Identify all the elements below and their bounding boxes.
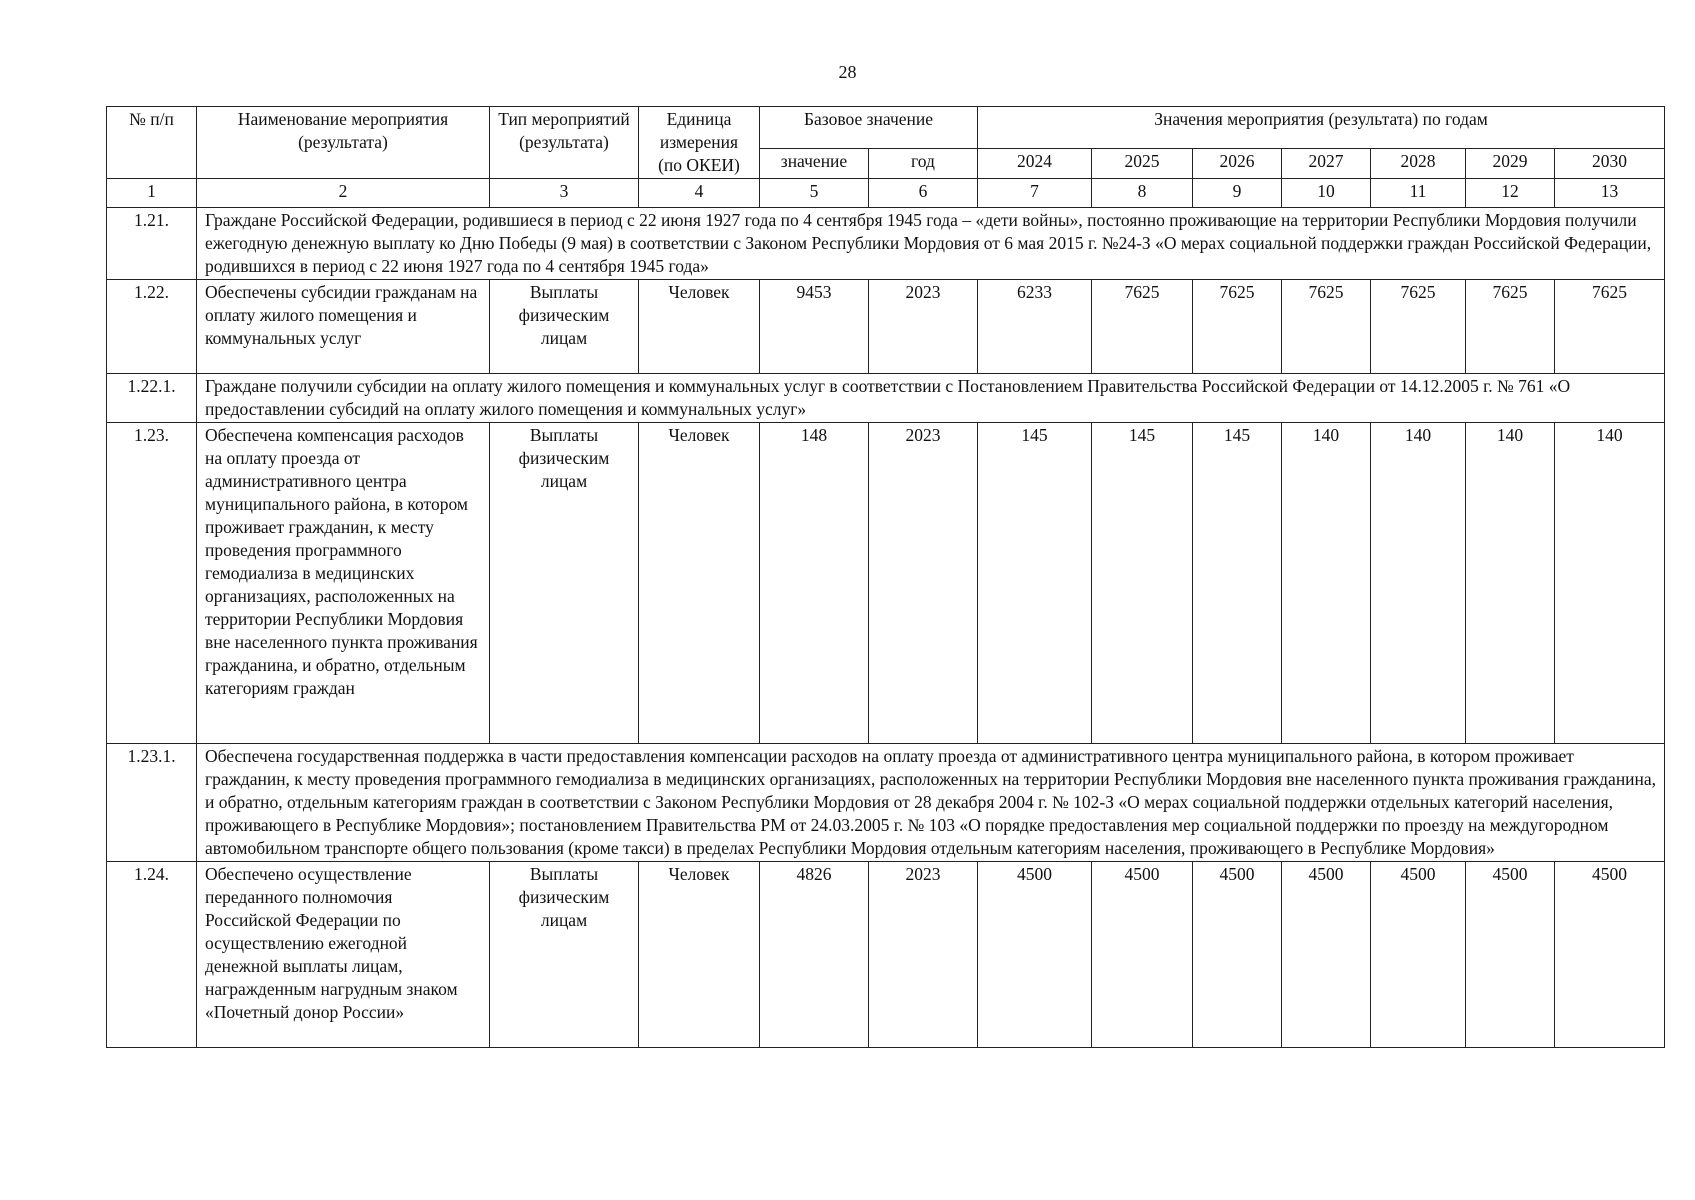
row-number: 1.22.1. bbox=[107, 374, 197, 423]
header-base: Базовое значение bbox=[760, 107, 978, 149]
header-year: 2030 bbox=[1555, 149, 1665, 179]
year-value: 145 bbox=[978, 423, 1092, 744]
header-years-group: Значения мероприятия (результата) по годам bbox=[978, 107, 1665, 149]
table-row bbox=[107, 862, 1665, 1048]
table-row bbox=[107, 744, 1665, 862]
column-index: 2 bbox=[197, 179, 490, 208]
year-value: 145 bbox=[1092, 423, 1193, 744]
year-value: 4500 bbox=[1282, 862, 1371, 1048]
year-value: 7625 bbox=[1466, 280, 1555, 374]
measure-name: Обеспечены субсидии гражданам на оплату жилого помещения и коммунальных услуг bbox=[197, 280, 490, 374]
measures-table bbox=[106, 106, 1665, 1048]
table-row bbox=[107, 208, 1665, 280]
base-value: 148 bbox=[760, 423, 869, 744]
header-name: Наименование мероприятия (результата) bbox=[197, 107, 490, 179]
row-number: 1.21. bbox=[107, 208, 197, 280]
column-index: 11 bbox=[1371, 179, 1466, 208]
measure-type: Выплаты физическим лицам bbox=[490, 280, 639, 374]
year-value: 140 bbox=[1466, 423, 1555, 744]
header-num: № п/п bbox=[107, 107, 197, 179]
year-value: 4500 bbox=[1193, 862, 1282, 1048]
column-index: 3 bbox=[490, 179, 639, 208]
table-row bbox=[107, 280, 1665, 374]
header-base-year: год bbox=[869, 149, 978, 179]
table-row bbox=[107, 374, 1665, 423]
column-index: 1 bbox=[107, 179, 197, 208]
row-number: 1.23. bbox=[107, 423, 197, 744]
header-year: 2026 bbox=[1193, 149, 1282, 179]
column-index: 12 bbox=[1466, 179, 1555, 208]
header-year: 2029 bbox=[1466, 149, 1555, 179]
table-row bbox=[107, 423, 1665, 744]
header-base-value: значение bbox=[760, 149, 869, 179]
column-index: 9 bbox=[1193, 179, 1282, 208]
year-value: 4500 bbox=[1371, 862, 1466, 1048]
measure-type: Выплаты физическим лицам bbox=[490, 862, 639, 1048]
column-index: 4 bbox=[639, 179, 760, 208]
measure-unit: Человек bbox=[639, 423, 760, 744]
year-value: 6233 bbox=[978, 280, 1092, 374]
measure-name: Обеспечена компенсация расходов на оплату проезда от административного центра муниципального района, в котором проживает гражданин, к месту проведения программного гемодиализа в медицинских организациях, расположенных на территории Республики Мордовия вне населенного пункта проживания гражданина, и обратно, отдельным категориям граждан bbox=[197, 423, 490, 744]
measure-type: Выплаты физическим лицам bbox=[490, 423, 639, 744]
column-index: 13 bbox=[1555, 179, 1665, 208]
year-value: 4500 bbox=[1466, 862, 1555, 1048]
column-index: 10 bbox=[1282, 179, 1371, 208]
base-year: 2023 bbox=[869, 423, 978, 744]
header-year: 2027 bbox=[1282, 149, 1371, 179]
column-index: 7 bbox=[978, 179, 1092, 208]
row-description: Граждане Российской Федерации, родившиеся в период с 22 июня 1927 года по 4 сентября 1945 года – «дети войны», постоянно проживающие на территории Республики Мордовия получили ежегодную денежную выплату ко Дню Победы (9 мая) в соответствии с Законом Республики Мордовия от 6 мая 2015 г. №24-З «О мерах социальной поддержки граждан Российской Федерации, родившихся в период с 22 июня 1927 года по 4 сентября 1945 года» bbox=[197, 208, 1665, 280]
measure-name: Обеспечено осуществление переданного полномочия Российской Федерации по осуществлению ежегодной денежной выплаты лицам, награжденным нагрудным знаком «Почетный донор России» bbox=[197, 862, 490, 1048]
year-value: 7625 bbox=[1193, 280, 1282, 374]
base-value: 4826 bbox=[760, 862, 869, 1048]
row-number: 1.23.1. bbox=[107, 744, 197, 862]
column-index: 5 bbox=[760, 179, 869, 208]
year-value: 4500 bbox=[1555, 862, 1665, 1048]
year-value: 4500 bbox=[978, 862, 1092, 1048]
year-value: 4500 bbox=[1092, 862, 1193, 1048]
row-number: 1.24. bbox=[107, 862, 197, 1048]
measure-unit: Человек bbox=[639, 280, 760, 374]
base-value: 9453 bbox=[760, 280, 869, 374]
year-value: 140 bbox=[1282, 423, 1371, 744]
year-value: 140 bbox=[1371, 423, 1466, 744]
column-index-row bbox=[107, 179, 1665, 208]
year-value: 145 bbox=[1193, 423, 1282, 744]
year-value: 7625 bbox=[1092, 280, 1193, 374]
column-index: 6 bbox=[869, 179, 978, 208]
row-number: 1.22. bbox=[107, 280, 197, 374]
base-year: 2023 bbox=[869, 862, 978, 1048]
header-year: 2025 bbox=[1092, 149, 1193, 179]
row-description: Граждане получили субсидии на оплату жилого помещения и коммунальных услуг в соответствии с Постановлением Правительства Российской Федерации от 14.12.2005 г. № 761 «О предоставлении субсидий на оплату жилого помещения и коммунальных услуг» bbox=[197, 374, 1665, 423]
header-type: Тип мероприятий (результата) bbox=[490, 107, 639, 179]
year-value: 140 bbox=[1555, 423, 1665, 744]
year-value: 7625 bbox=[1371, 280, 1466, 374]
header-unit: Единица измерения (по ОКЕИ) bbox=[639, 107, 760, 179]
year-value: 7625 bbox=[1555, 280, 1665, 374]
page-number: 28 bbox=[838, 62, 857, 82]
year-value: 7625 bbox=[1282, 280, 1371, 374]
base-year: 2023 bbox=[869, 280, 978, 374]
row-description: Обеспечена государственная поддержка в части предоставления компенсации расходов на оплату проезда от административного центра муниципального района, в котором проживает гражданин, к месту проведения программного гемодиализа в медицинских организациях, расположенных на территории Республики Мордовия вне населенного пункта проживания гражданина, и обратно, отдельным категориям граждан в соответствии с Законом Республики Мордовия от 28 декабря 2004 г. № 102-З «О мерах социальной поддержки отдельных категорий населения, проживающего в Республике Мордовия»; постановлением Правительства РМ от 24.03.2005 г. № 103 «О порядке предоставления мер социальной поддержки по проезду на междугородном автомобильном транспорте общего пользования (кроме такси) в пределах Республики Мордовия отдельным категориям населения, проживающего в Республике Мордовия» bbox=[197, 744, 1665, 862]
header-year: 2028 bbox=[1371, 149, 1466, 179]
measure-unit: Человек bbox=[639, 862, 760, 1048]
header-year: 2024 bbox=[978, 149, 1092, 179]
column-index: 8 bbox=[1092, 179, 1193, 208]
